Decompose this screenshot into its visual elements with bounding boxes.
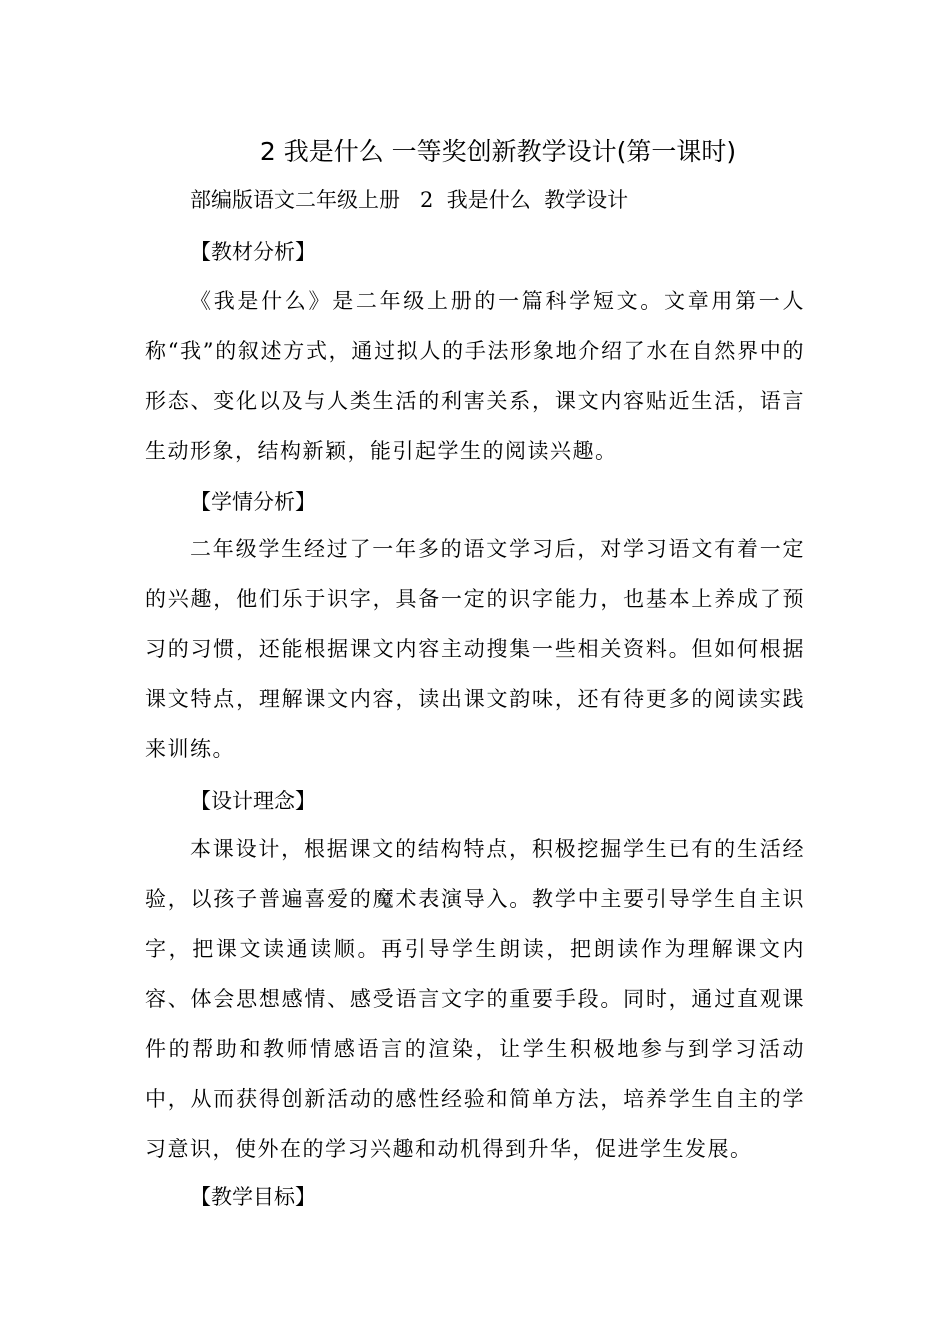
section-heading-student-analysis: 【学情分析】: [190, 490, 316, 514]
section-heading-design-concept: 【设计理念】: [190, 789, 316, 813]
section-paragraph-student-analysis: 二年级学生经过了一年多的语文学习后，对学习语文有着一定的兴趣，他们乐于识字，具备一定的识字能力，也基本上养成了预习的习惯，还能根据课文内容主动搜集一些相关资料。但如何根据课文特点，理解课文内容，读出课文韵味，还有待更多的阅读实践来训练。: [145, 537, 805, 761]
document-subtitle: 部编版语文二年级上册 2 我是什么 教学设计: [190, 188, 629, 212]
section-paragraph-textbook-analysis: 《我是什么》是二年级上册的一篇科学短文。文章用第一人称“我”的叙述方式，通过拟人的手法形象地介绍了水在自然界中的形态、变化以及与人类生活的利害关系，课文内容贴近生活，语言生动形象，结构新颖，能引起学生的阅读兴趣。: [145, 289, 805, 463]
section-heading-teaching-goals: 【教学目标】: [190, 1185, 316, 1209]
document-title: 2 我是什么 一等奖创新教学设计(第一课时): [259, 137, 737, 166]
section-heading-textbook-analysis: 【教材分析】: [190, 240, 316, 264]
section-paragraph-design-concept: 本课设计，根据课文的结构特点，积极挖掘学生已有的生活经验，以孩子普遍喜爱的魔术表演导入。教学中主要引导学生自主识字，把课文读通读顺。再引导学生朗读，把朗读作为理解课文内容、体会思想感情、感受语言文字的重要手段。同时，通过直观课件的帮助和教师情感语言的渲染，让学生积极地参与到学习活动中，从而获得创新活动的感性经验和简单方法，培养学生自主的学习意识，使外在的学习兴趣和动机得到升华，促进学生发展。: [145, 837, 805, 1161]
